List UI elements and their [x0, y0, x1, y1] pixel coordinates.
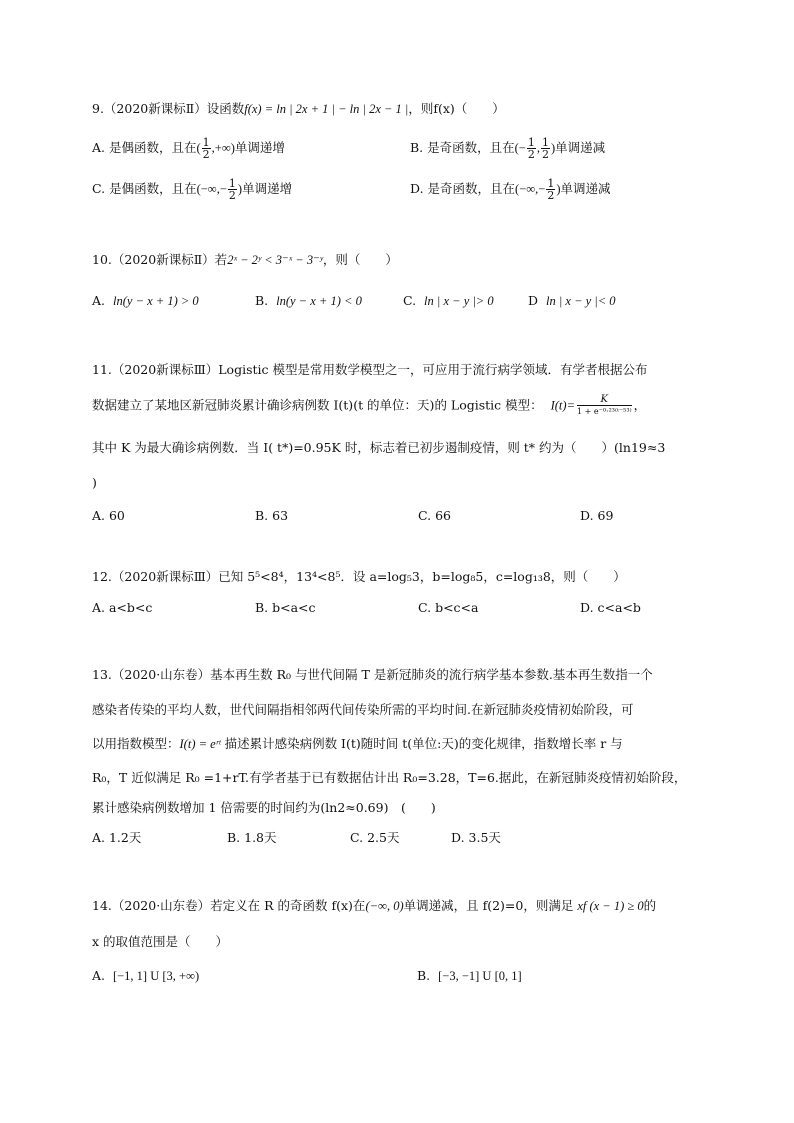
fraction: $\frac{1}{2}$ [202, 136, 210, 161]
q10-stem: 10.（2020新课标Ⅱ）若2ˣ − 2ʸ < 3⁻ˣ − 3⁻ʸ，则（ ） [92, 252, 398, 267]
q9-stem [92, 100, 505, 118]
q11-line-3: 其中 K 为最大确诊病例数．当 I( t*)=0.95K 时，标志着已初步遏制疫情，则 t* 约为（ ）(ln19≈3 [92, 440, 666, 455]
q13-option-c[interactable]: C. 2.5天 [350, 830, 400, 845]
q12-option-d[interactable]: D. c<a<b [580, 600, 641, 615]
q12-stem: 12.（2020新课标Ⅲ）已知 5⁵<8⁴，13⁴<8⁵．设 a=log₅3，b=log₈5，c=log₁₃8，则（ ） [92, 569, 626, 584]
q14-line-1: 14.（2020·山东卷）若定义在 R 的奇函数 f(x)在(−∞, 0)单调递减，且 f(2)=0，则满足 xf (x − 1) ≥ 0的 [92, 898, 657, 913]
q13-line-4: R₀，T 近似满足 R₀ =1+rT.有学者基于已有数据估计出 R₀=3.28，T=6.据此，在新冠肺炎疫情初始阶段， [92, 770, 687, 785]
q9-option-c[interactable]: C. 是偶函数，且在(−∞,− $\frac{1}{2}$ )单调递增 [92, 177, 293, 202]
q11-model-fraction: $\frac{K}{\text{1 + e⁻⁰·²³⁽ᵗ⁻⁵³⁾}}$ [577, 394, 632, 416]
q11-option-c[interactable]: C. 66 [418, 508, 451, 523]
q10-option-c[interactable]: C. ln | x − y |> 0 [403, 293, 494, 308]
q11-line-2: 数据建立了某地区新冠肺炎累计确诊病例数 I(t)(t 的单位：天)的 Logistic 模型： I(t)= $\frac{K}{\text{1 + e⁻⁰·²³⁽ᵗ⁻⁵³⁾}}$ ， [92, 394, 647, 416]
q11-option-d[interactable]: D. 69 [580, 508, 614, 523]
q13-model: I(t) = eʳᵗ [179, 737, 221, 751]
q10-option-a[interactable]: A. ln(y − x + 1) > 0 [92, 293, 199, 308]
q14-interval: (−∞, 0) [365, 899, 404, 913]
q9-option-d[interactable]: D. 是奇函数，且在(−∞,− $\frac{1}{2}$ )单调递减 [410, 177, 611, 202]
q12-option-c[interactable]: C. b<c<a [418, 600, 479, 615]
q11-model-lhs: I(t)= [550, 398, 576, 413]
q11-option-b[interactable]: B. 63 [255, 508, 289, 523]
q12-option-b[interactable]: B. b<a<c [255, 600, 316, 615]
q13-line-1: 13.（2020·山东卷）基本再生数 R₀ 与世代间隔 T 是新冠肺炎的流行病学基本参数.基本再生数指一个 [92, 667, 653, 682]
q9-option-a[interactable]: A. 是偶函数，且在( $\frac{1}{2}$ ,+∞)单调递增 [92, 136, 285, 161]
q13-line-5: 累计感染病例数增加 1 倍需要的时间约为(ln2≈0.69) ( ) [92, 800, 436, 815]
fraction: $\frac{1}{2}$ [547, 177, 555, 202]
q14-option-b[interactable]: B. [−3, −1] U [0, 1] [417, 968, 522, 983]
q12-option-a[interactable]: A. a<b<c [92, 600, 153, 615]
fraction: $\frac{1}{2}$ [228, 177, 236, 202]
q13-option-b[interactable]: B. 1.8天 [227, 830, 277, 845]
fraction: $\frac{1}{2}$ [527, 136, 535, 161]
q9-option-b[interactable]: B. 是奇函数，且在(− $\frac{1}{2}$ , $\frac{1}{2}$ )单调递减 [410, 136, 606, 161]
q11-line-1: 11.（2020新课标Ⅲ）Logistic 模型是常用数学模型之一，可应用于流行病学领域．有学者根据公布 [92, 362, 648, 377]
fraction: $\frac{1}{2}$ [541, 136, 549, 161]
q13-option-a[interactable]: A. 1.2天 [92, 830, 142, 845]
q11-line-4: ) [92, 475, 97, 490]
q9-stem-suffix: ，则f(x)（ ） [408, 101, 505, 116]
q10-option-b[interactable]: B. ln(y − x + 1) < 0 [255, 293, 362, 308]
q14-line-2: x 的取值范围是（ ） [92, 934, 229, 949]
q14-condition: xf (x − 1) ≥ 0 [577, 899, 644, 913]
q13-line-2: 感染者传染的平均人数，世代间隔指相邻两代间传染所需的平均时间.在新冠肺炎疫情初始阶段，可 [92, 702, 634, 717]
q9-function: f(x) = ln | 2x + 1 | − ln | 2x − 1 | [244, 102, 409, 116]
q11-option-a[interactable]: A. 60 [92, 508, 125, 523]
q10-option-d[interactable]: D ln | x − y |< 0 [528, 293, 616, 308]
q9-stem-prefix: 9.（2020新课标Ⅱ）设函数 [92, 101, 245, 116]
q13-line-3: 以用指数模型：I(t) = eʳᵗ 描述累计感染病例数 I(t)随时间 t(单位:天)的变化规律，指数增长率 r 与 [92, 736, 623, 751]
q14-option-a[interactable]: A. [−1, 1] U [3, +∞) [92, 968, 200, 983]
q13-option-d[interactable]: D. 3.5天 [451, 830, 501, 845]
q10-inequality: 2ˣ − 2ʸ < 3⁻ˣ − 3⁻ʸ [227, 253, 323, 267]
